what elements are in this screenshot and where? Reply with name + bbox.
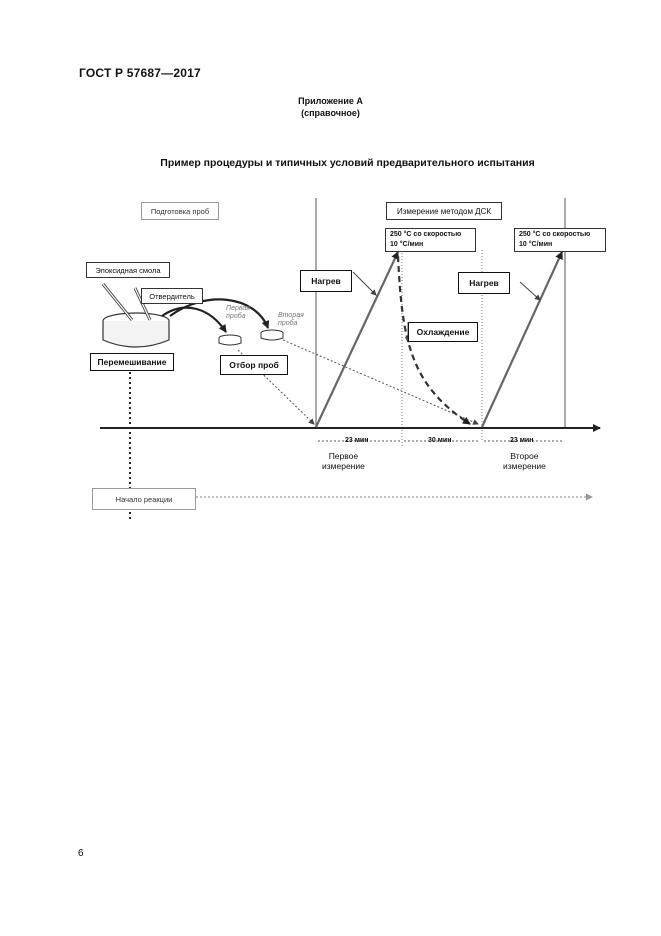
condition-1-line-1: 250 °С со скоростью: [390, 231, 462, 238]
hardener-box: Отвердитель: [141, 288, 203, 304]
first-measurement-line-1: Первое: [328, 451, 359, 461]
second-sample-label-line-2: проба: [278, 320, 298, 327]
arrow-to-first-sample: [162, 308, 226, 332]
condition-box-2: [514, 228, 606, 252]
condition-1-line-2: 10 °С/мин: [390, 241, 424, 248]
sampling-box: Отбор проб: [220, 355, 288, 375]
mixing-pot-body: [103, 321, 169, 347]
condition-box-1: [385, 228, 476, 252]
second-measurement-line-1: Второе: [510, 451, 539, 461]
document-id: ГОСТ Р 57687—2017: [79, 66, 201, 80]
mixing-box: Перемешивание: [90, 353, 174, 371]
heating-box-1: Нагрев: [300, 270, 352, 292]
second-sample-pan-body: [261, 333, 283, 340]
first-sample-pan-body: [219, 338, 241, 345]
second-measurement-label: [503, 451, 546, 471]
epoxy-resin-box: Эпоксидная смола: [86, 262, 170, 278]
first-sample-label-line-1: Первая: [226, 305, 250, 312]
first-measurement-label: [322, 451, 365, 471]
heating-2-pointer: [520, 282, 540, 300]
second-sample-label: [278, 312, 304, 328]
page-number: 6: [78, 848, 84, 859]
first-sample-label: [226, 305, 250, 321]
first-sample-label-line-2: проба: [226, 313, 246, 320]
condition-2-line-1: 250 °С со скоростью: [519, 231, 591, 238]
condition-2-line-2: 10 °С/мин: [519, 241, 553, 248]
second-sample-to-measurement: [283, 340, 478, 424]
dsc-measurement-box: Измерение методом ДСК: [386, 202, 502, 220]
second-sample-label-line-1: Вторая: [278, 312, 304, 319]
annex-title: Приложение А: [298, 96, 363, 106]
first-measurement-line-2: измерение: [322, 461, 365, 471]
figure-title: Пример процедуры и типичных условий предварительного испытания: [160, 157, 535, 169]
heating-1-pointer: [353, 272, 376, 295]
duration-label-2: 30 мин: [428, 437, 452, 444]
annex-type: (справочное): [301, 108, 360, 118]
reaction-start-box: Начало реакции: [92, 488, 196, 510]
duration-label-3: 23 мин: [510, 437, 534, 444]
cooling-box: Охлаждение: [408, 322, 478, 342]
heating-box-2: Нагрев: [458, 272, 510, 294]
duration-label-1: 23 мин: [345, 437, 369, 444]
second-measurement-line-2: измерение: [503, 461, 546, 471]
sample-prep-box: Подготовка проб: [141, 202, 219, 220]
